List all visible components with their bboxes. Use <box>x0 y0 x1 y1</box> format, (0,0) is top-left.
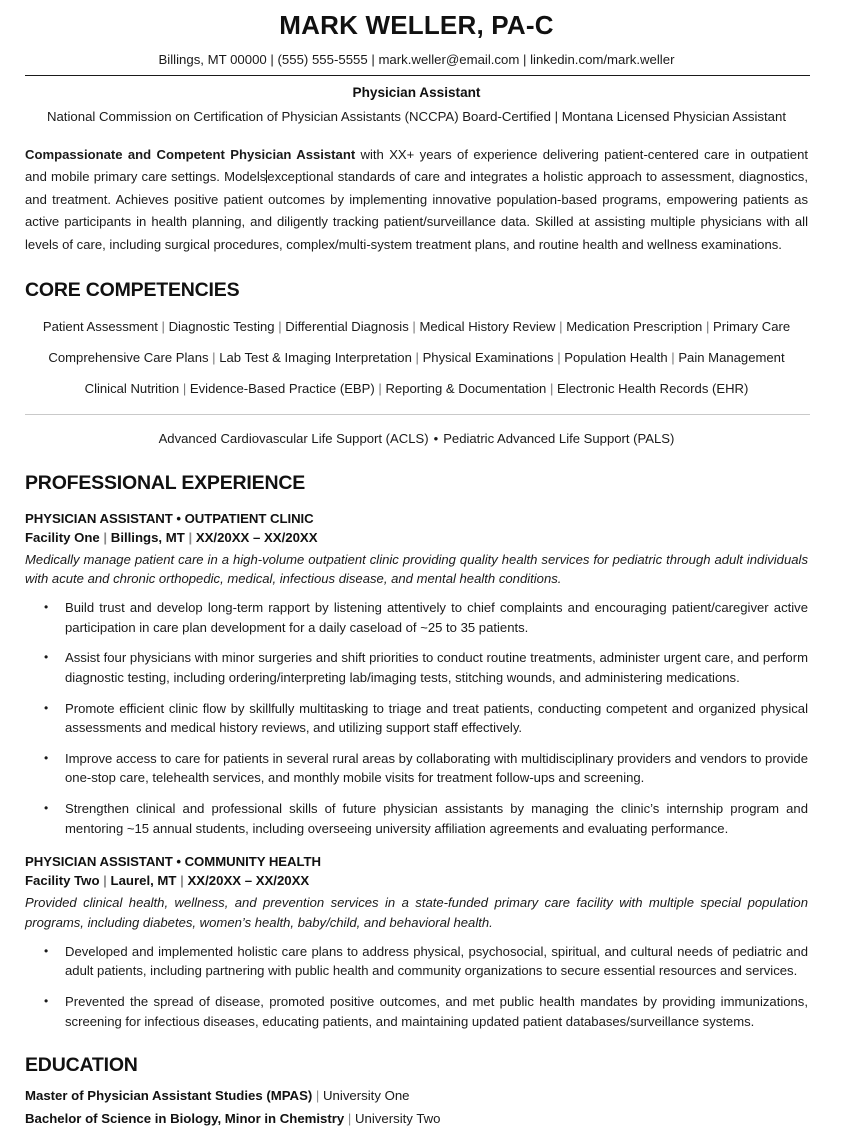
pipe-separator: | <box>553 349 565 365</box>
summary-text-after-caret: exceptional standards of care and integrates a holistic approach to assessment, diagnostics, and treatment. Achieves positive patient outcomes by implementing innovative population-based programs, empowering patients as active participants in health planning, and diligently tracking patient/surveillance data. Skilled at assisting multiple physicians with all levels of care, including surgical procedures, complex/multi-system treatment plans, and routine health and wellness examinations. <box>25 169 808 252</box>
pipe-separator: | <box>99 529 111 545</box>
core-competency-item: Population Health <box>564 349 668 365</box>
job-dates: XX/20XX – XX/20XX <box>187 873 310 889</box>
job-meta <box>25 873 808 888</box>
summary-text-before-caret: with XX+ years of experience delivering patient-centered care in outpatient and mobile primary care settings. Models <box>25 146 809 185</box>
resume-page <box>0 9 853 1126</box>
core-competency-row <box>25 347 808 368</box>
core-competency-item: Medication Prescription <box>566 318 703 334</box>
summary-lead: Compassionate and Competent Physician Assistant <box>25 146 356 162</box>
pipe-separator: | <box>374 381 386 397</box>
core-competency-item: Pain Management <box>678 349 785 365</box>
pipe-separator: | <box>312 1087 324 1103</box>
job-bullet: • Build trust and develop long-term rapport by listening attentively to chief complaints and encouraging patient/caregiver active participation in care plan development for a daily caseload of ~25 to 35 patients. <box>25 598 808 637</box>
pipe-separator: | <box>555 318 567 334</box>
header-certifications-line: National Commission on Certification of Physician Assistants (NCCPA) Board-Certified | Montana Licensed Physician Assistant <box>46 108 787 124</box>
job-facility: Facility One <box>25 529 100 545</box>
job-bullet: • Prevented the spread of disease, promoted positive outcomes, and met public health mandates by providing immunizations, screening for infectious diseases, educating patients, and maintaining updated patient databases/surveillance systems. <box>25 992 808 1031</box>
pipe-separator: | <box>157 318 169 334</box>
page-title: MARK WELLER, PA-C <box>279 10 554 40</box>
additional-certification: Pediatric Advanced Life Support (PALS) <box>443 431 675 447</box>
additional-certifications-line <box>25 431 808 446</box>
education-list <box>25 1088 808 1126</box>
core-competency-item: Lab Test & Imaging Interpretation <box>219 349 412 365</box>
core-competency-item: Clinical Nutrition <box>84 381 180 397</box>
experience-entry <box>25 854 808 1031</box>
pipe-separator: | <box>99 873 111 889</box>
core-competency-item: Primary Care <box>713 318 791 334</box>
core-competency-item: Physical Examinations <box>422 349 554 365</box>
job-bullet: • Strengthen clinical and professional skills of future physician assistants by managing the clinic’s internship program and mentoring ~15 annual students, including overseeing university affiliation agreements and evaluating performance. <box>25 799 808 838</box>
pipe-separator: | <box>176 873 188 889</box>
core-competency-item: Diagnostic Testing <box>168 318 275 334</box>
additional-certification: Advanced Cardiovascular Life Support (ACLS) <box>158 431 429 447</box>
core-competency-item: Reporting & Documentation <box>385 381 547 397</box>
pipe-separator: | <box>546 381 557 397</box>
header-divider <box>25 75 810 76</box>
core-competencies-divider-wrap <box>25 414 808 415</box>
section-heading-education: EDUCATION <box>25 1054 138 1077</box>
education-entry <box>25 1111 808 1126</box>
job-title: PHYSICIAN ASSISTANT • OUTPATIENT CLINIC <box>25 510 314 526</box>
core-competencies-divider <box>25 414 810 415</box>
job-facility: Facility Two <box>25 873 100 889</box>
pipe-separator: | <box>667 349 679 365</box>
professional-summary <box>25 144 808 257</box>
job-bullet-list <box>25 942 808 1032</box>
pipe-separator: | <box>184 529 196 545</box>
pipe-separator: | <box>702 318 713 334</box>
core-competency-item: Medical History Review <box>419 318 556 334</box>
target-job-title: Physician Assistant <box>352 84 481 100</box>
job-bullet: • Developed and implemented holistic care plans to address physical, psychosocial, spiritual, and cultural needs of pediatric and adult patients, including partnering with public health and community organizations to secure essential resources and services. <box>25 942 808 981</box>
education-school: University Two <box>355 1110 441 1126</box>
pipe-separator: | <box>179 381 190 397</box>
experience-list <box>25 511 808 1032</box>
education-school: University One <box>323 1087 410 1103</box>
education-degree: Master of Physician Assistant Studies (MPAS) <box>25 1087 313 1103</box>
core-competencies-list <box>25 316 808 400</box>
job-description: Provided clinical health, wellness, and prevention services in a state-funded primary care facility with multiple special population programs, including diabetes, women’s health, baby/child, and behavioral health. <box>25 895 808 931</box>
core-competency-item: Evidence-Based Practice (EBP) <box>189 381 375 397</box>
pipe-separator: | <box>274 318 286 334</box>
job-description: Medically manage patient care in a high-volume outpatient clinic providing quality health services for pediatric through adult individuals with acute and chronic orthopedic, medical, infectious disease, and mental health conditions. <box>25 551 808 587</box>
pipe-separator: | <box>208 349 220 365</box>
job-bullet-list <box>25 598 808 838</box>
core-competency-item: Electronic Health Records (EHR) <box>557 381 749 397</box>
core-competency-item: Patient Assessment <box>42 318 158 334</box>
job-dates: XX/20XX – XX/20XX <box>195 529 318 545</box>
job-bullet: • Assist four physicians with minor surgeries and shift priorities to conduct routine treatments, administer urgent care, and perform diagnostic testing, including ordering/interpreting lab/imaging tests, stitching wounds, and administering medications. <box>25 648 808 687</box>
bullet-separator-icon: • <box>433 431 439 447</box>
experience-entry <box>25 511 808 839</box>
section-heading-core-competencies: CORE COMPETENCIES <box>25 279 240 302</box>
job-title: PHYSICIAN ASSISTANT • COMMUNITY HEALTH <box>25 854 322 870</box>
core-competency-item: Differential Diagnosis <box>285 318 409 334</box>
job-location: Laurel, MT <box>110 873 177 889</box>
core-competency-row <box>25 316 808 337</box>
pipe-separator: | <box>344 1110 356 1126</box>
core-competency-row <box>25 378 808 399</box>
job-meta <box>25 530 808 545</box>
education-degree: Bachelor of Science in Biology, Minor in Chemistry <box>25 1110 345 1126</box>
job-bullet: • Improve access to care for patients in several rural areas by collaborating with multidisciplinary providers and vendors to provide one-stop care, telehealth services, and monthly mobile visits for treatment follow-ups and screening. <box>25 749 808 788</box>
pipe-separator: | <box>408 318 420 334</box>
job-location: Billings, MT <box>110 529 185 545</box>
education-entry <box>25 1088 808 1103</box>
pipe-separator: | <box>411 349 423 365</box>
section-heading-professional-experience: PROFESSIONAL EXPERIENCE <box>25 472 306 495</box>
contact-line: Billings, MT 00000 | (555) 555-5555 | mark.weller@email.com | linkedin.com/mark.weller <box>158 51 675 67</box>
core-competency-item: Comprehensive Care Plans <box>48 349 209 365</box>
job-bullet: • Promote efficient clinic flow by skillfully multitasking to triage and treat patients, conducting competent and organized physical assessments and medical history reviews, and utilizing support staff effectively. <box>25 699 808 738</box>
